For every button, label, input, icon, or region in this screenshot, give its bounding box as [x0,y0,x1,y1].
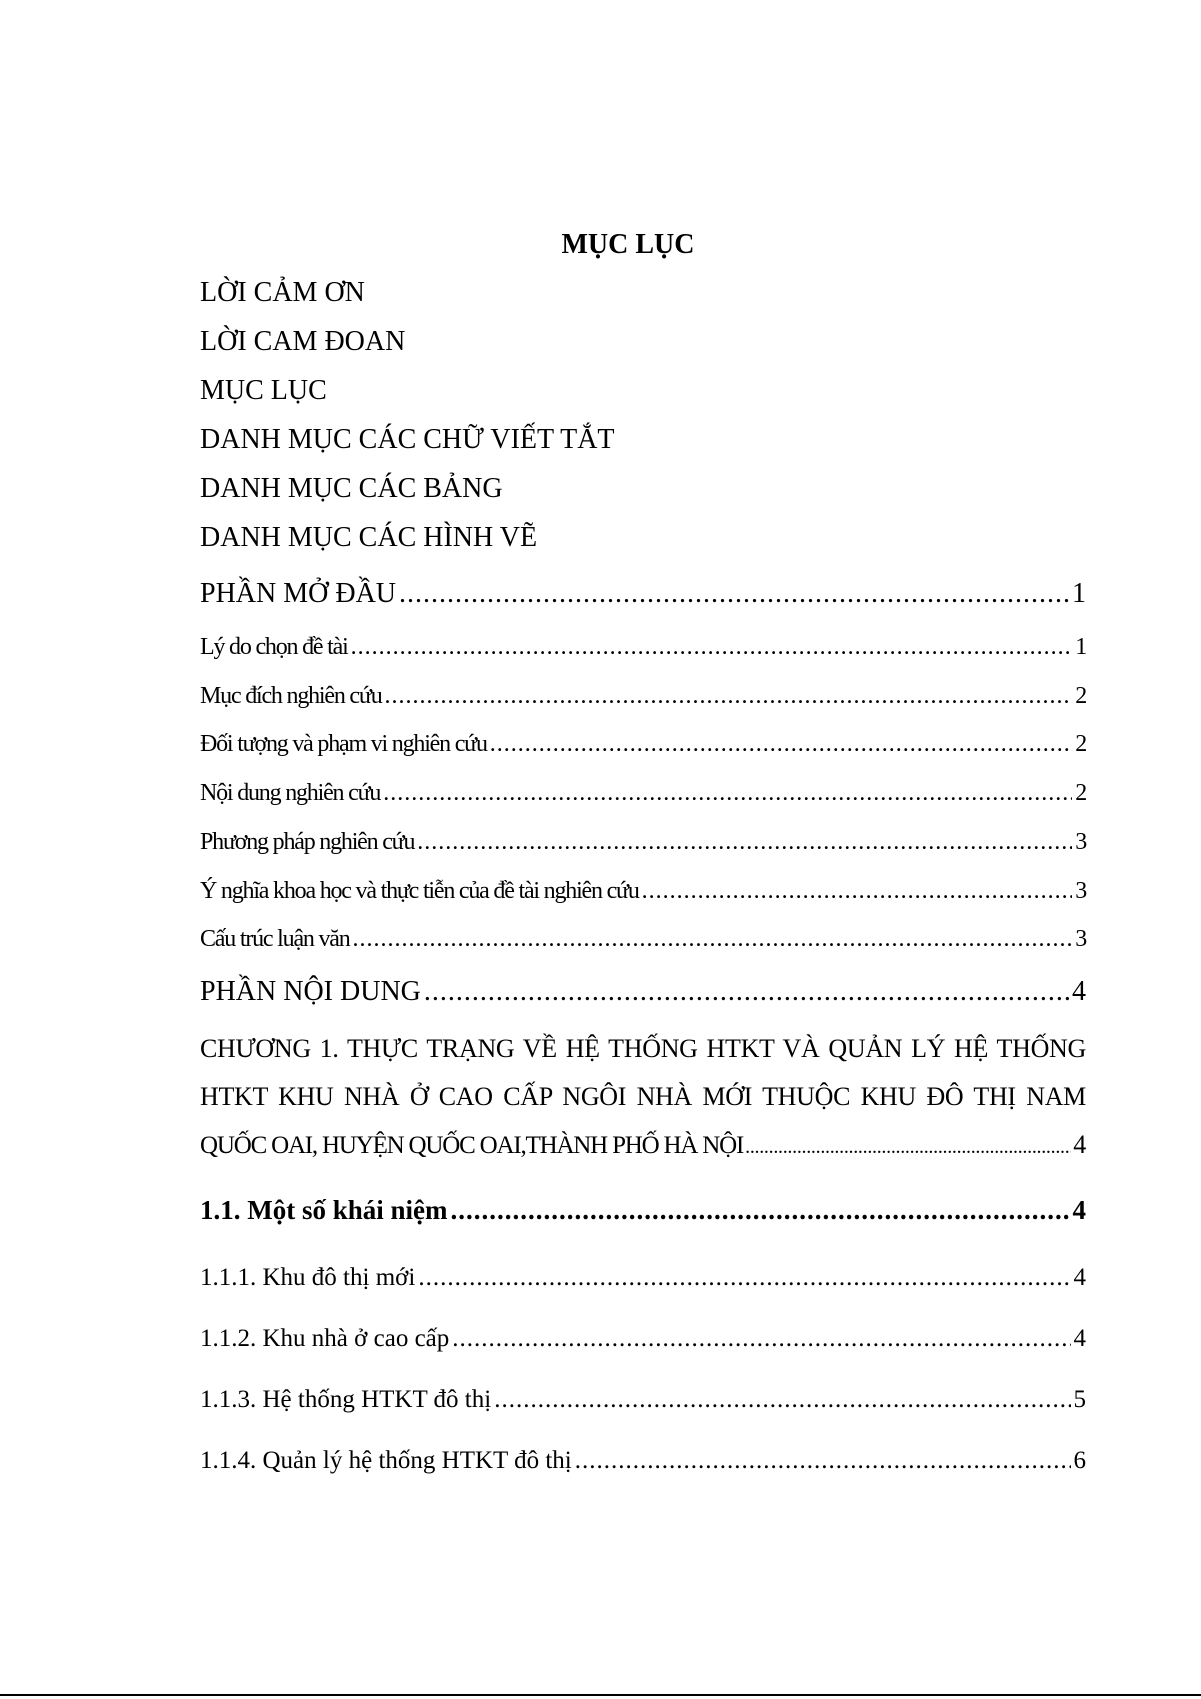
toc-page-number: 1 [1072,578,1086,609]
toc-entry [200,632,1086,662]
toc-entry-label: 1.1. Một số khái niệm [200,1195,448,1225]
toc-entry-subsection [200,1323,1086,1355]
dot-leader [383,778,1072,808]
dot-leader [399,577,1069,611]
toc-front-matter-item [200,521,1086,555]
toc-entry-label: PHẦN MỞ ĐẦU [200,578,397,609]
toc-front-matter-item [200,423,1086,457]
toc-page-number: 3 [1075,829,1086,855]
toc-page-number: 3 [1075,878,1086,904]
toc-entry [200,876,1086,906]
toc-entry-label: LỜI CẢM ƠN [200,277,365,308]
dot-leader [452,1323,1070,1355]
toc-entry-label: DANH MỤC CÁC BẢNG [200,473,503,504]
toc-entry-label: 1.1.4. Quản lý hệ thống HTKT đô thị [200,1447,572,1474]
toc-entry-label: LỜI CAM ĐOAN [200,326,406,357]
chapter-title-last-line [200,1121,1086,1169]
toc-page-number: 1 [1075,634,1086,660]
toc-entry-label: Mục đích nghiên cứu [200,683,382,709]
dot-leader [490,729,1072,759]
toc-page-number: 4 [1073,1130,1086,1159]
toc-entry-subsection [200,1262,1086,1294]
toc-entry [200,729,1086,759]
dot-leader [353,924,1073,954]
toc-entry-label: MỤC LỤC [200,375,327,406]
page-title: MỤC LỤC [561,229,695,260]
toc-entry-label: PHẦN NỘI DUNG [200,976,421,1007]
toc-entry-label: DANH MỤC CÁC CHỮ VIẾT TẮT [200,424,615,455]
dot-leader [385,681,1073,711]
dot-leader [418,1262,1070,1294]
toc-entry-label: Phương pháp nghiên cứu [200,829,415,855]
toc-page-number: 2 [1075,731,1086,757]
toc-entry-label: Ý nghĩa khoa học và thực tiễn của đề tài nghiên cứu [200,878,639,904]
page-bottom-edge [0,1694,1201,1696]
toc-entry-section [200,1193,1086,1227]
toc-entry-label: 1.1.2. Khu nhà ở cao cấp [200,1325,450,1352]
toc-page-number: 4 [1072,976,1086,1007]
toc-page-number: 2 [1075,683,1086,709]
dot-leader [745,1123,1071,1171]
toc-page-number: 4 [1073,1264,1086,1291]
toc-front-matter-item [200,325,1086,359]
toc-entry [200,778,1086,808]
toc-entry [200,827,1086,857]
toc-entry-label: Nội dung nghiên cứu [200,780,381,806]
toc-entry [200,924,1086,954]
dot-leader [351,632,1073,662]
toc-entry-subsection [200,1384,1086,1416]
dot-leader [642,876,1073,906]
dot-leader [424,975,1069,1009]
toc-entry-chapter-1 [200,1025,1086,1169]
toc-page-number: 3 [1075,926,1086,952]
toc-front-matter-item [200,472,1086,506]
toc-entry-label: Lý do chọn đề tài [200,634,348,660]
dot-leader [417,827,1072,857]
toc-entry-intro [200,577,1086,611]
toc-front-matter-item [200,374,1086,408]
toc-entry-label: 1.1.3. Hệ thống HTKT đô thị [200,1386,492,1413]
chapter-title-line: HTKT KHU NHÀ Ở CAO CẤP NGÔI NHÀ MỚI THUỘC KHU ĐÔ THỊ NAM [200,1082,1086,1111]
toc-entry-content [200,975,1086,1009]
dot-leader [494,1384,1070,1416]
dot-leader [451,1193,1070,1227]
chapter-title-line: QUỐC OAI, HUYỆN QUỐC OAI,THÀNH PHỐ HÀ NỘI [200,1132,744,1159]
toc-page-number: 2 [1075,780,1086,806]
toc-entry-label: Đối tượng và phạm vi nghiên cứu [200,731,487,757]
toc-page-number: 5 [1073,1386,1086,1413]
toc-entry [200,681,1086,711]
toc-entry-label: DANH MỤC CÁC HÌNH VẼ [200,522,538,553]
toc-entry-label: Cấu trúc luận văn [200,926,350,952]
toc-front-matter-item [200,276,1086,310]
toc-entry-label: 1.1.1. Khu đô thị mới [200,1264,416,1291]
toc-page-number: 4 [1072,1195,1086,1225]
chapter-title-line: CHƯƠNG 1. THỰC TRẠNG VỀ HỆ THỐNG HTKT VÀ QUẢN LÝ HỆ THỐNG [200,1034,1086,1063]
dot-leader [575,1445,1071,1477]
toc-page-number: 4 [1073,1325,1086,1352]
toc-entry-subsection [200,1445,1086,1477]
toc-page-number: 6 [1073,1447,1086,1474]
